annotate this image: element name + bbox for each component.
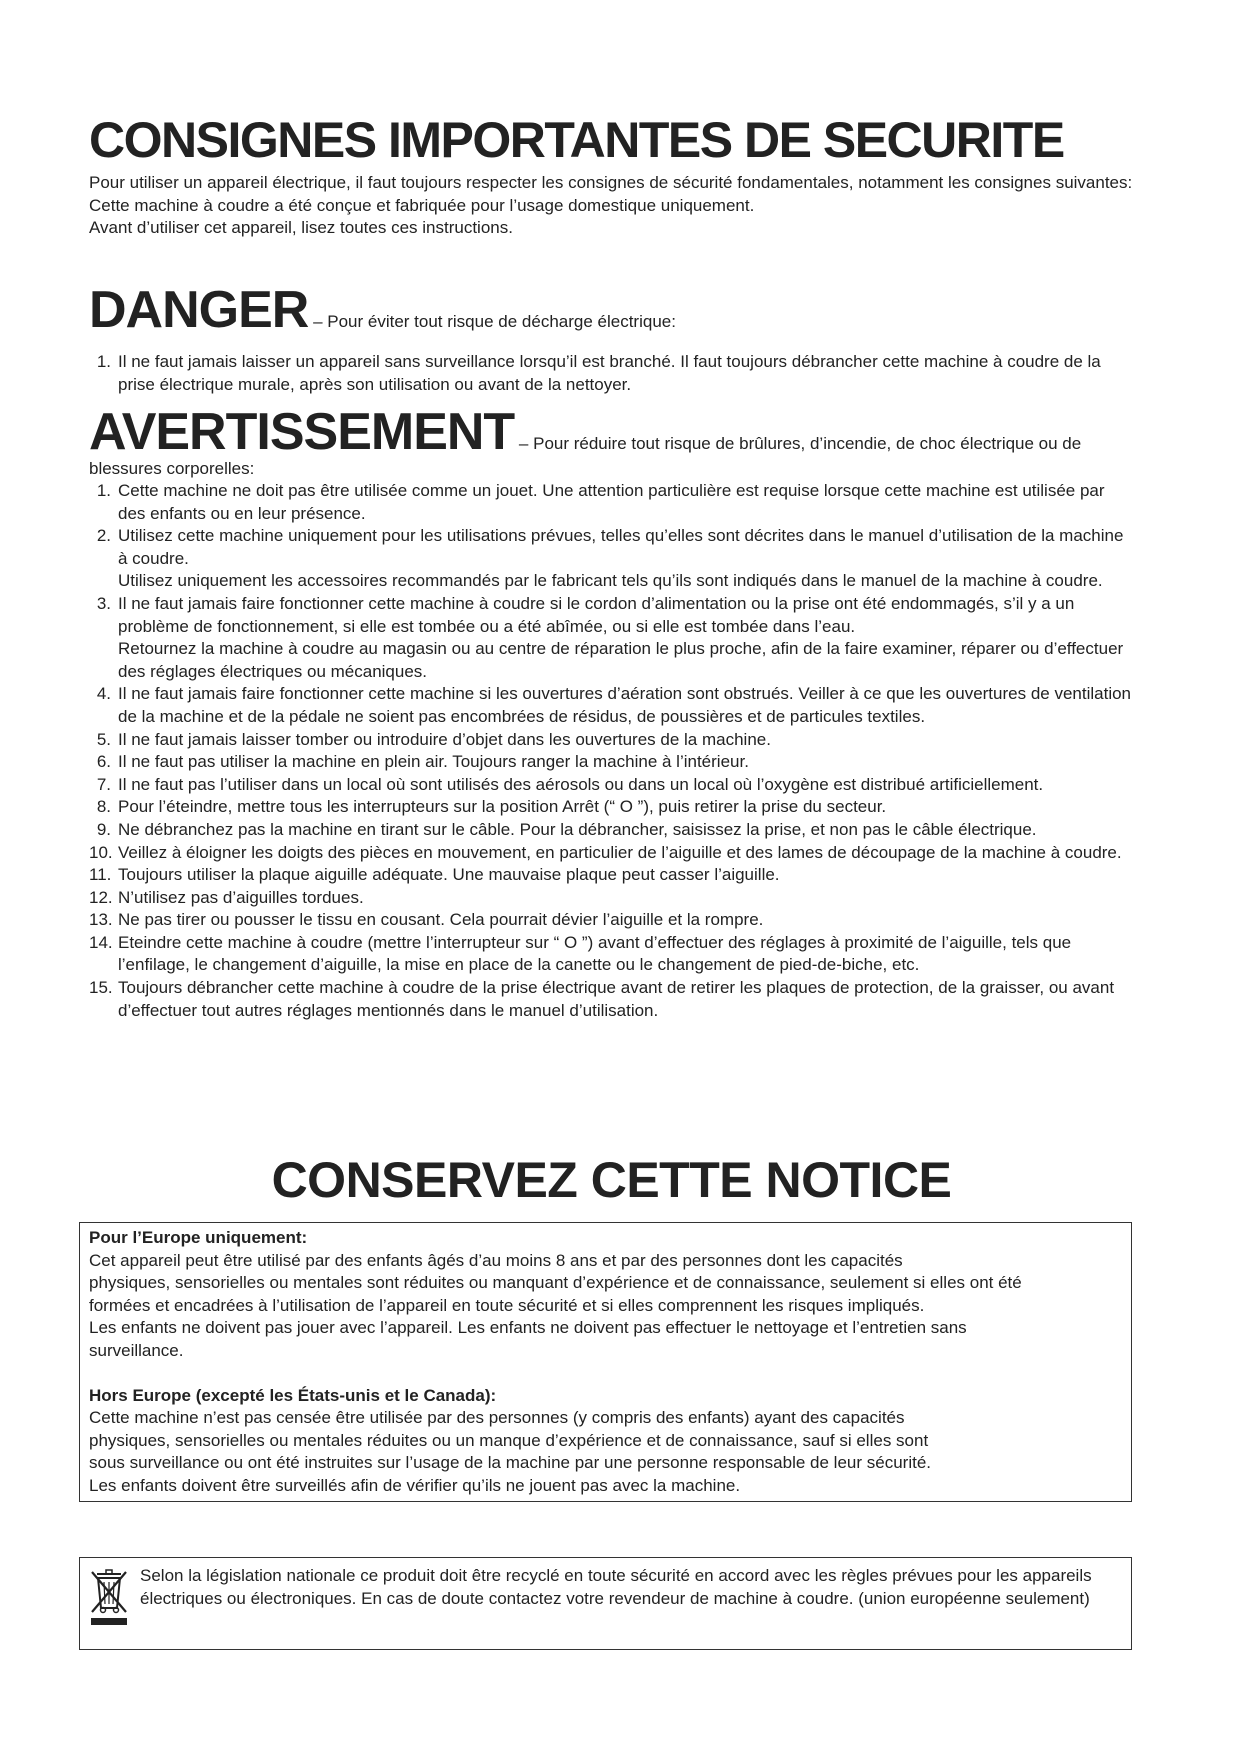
item-text: Il ne faut pas utiliser la machine en plein air. Toujours ranger la machine à l’intérieur. — [118, 752, 749, 772]
item-text: Utilisez cette machine uniquement pour les utilisations prévues, telles qu’elles sont décrites dans le manuel d’utilisation de la machine à coudre. — [118, 526, 1124, 568]
outside-europe-line: Cette machine n’est pas censée être utilisée par des personnes (y compris des enfants) ayant des capacités — [89, 1408, 905, 1427]
danger-list — [89, 351, 1134, 396]
item-text: Il ne faut jamais faire fonctionner cette machine à coudre si le cordon d’alimentation ou la prise ont été endommagés, s’il y a un problème de fonctionnement, si elle est tombée ou a été abîmée, ou si elle est tombée dans l’eau. — [118, 593, 1075, 636]
list-item — [89, 729, 1134, 752]
recycling-text: Selon la législation nationale ce produit doit être recyclé en toute sécurité en accord avec les règles prévues pour les appareils électriques ou électroniques. En cas de doute contactez votre revendeur de machine à coudre. (union européenne seulement) — [140, 1566, 1092, 1608]
item-number: 1. — [96, 481, 111, 500]
item-number: 12. — [89, 887, 113, 907]
list-item — [89, 525, 1134, 593]
item-number: 7. — [96, 774, 111, 794]
europe-line: formées et encadrées à l’utilisation de l’appareil en toute sécurité et si elles comprennent les risques impliqués. — [89, 1295, 925, 1315]
item-text: Pour l’éteindre, mettre tous les interrupteurs sur la position Arrêt (“ O ”), puis retirer la prise du secteur. — [118, 797, 887, 817]
list-item — [89, 751, 1134, 774]
crossed-bin-icon — [89, 1568, 129, 1626]
intro-line: Pour utiliser un appareil électrique, il faut toujours respecter les consignes de sécurité fondamentales, notamment les consignes suivantes: — [89, 173, 1133, 192]
list-item — [89, 977, 1134, 1022]
item-number: 8. — [96, 797, 111, 817]
danger-subtitle: – Pour éviter tout risque de décharge électrique: — [308, 312, 676, 331]
item-number: 1. — [96, 352, 111, 371]
europe-line: Les enfants ne doivent pas jouer avec l’appareil. Les enfants ne doivent pas effectuer le nettoyage et l’entretien sans — [89, 1318, 967, 1337]
list-item — [89, 909, 1134, 932]
item-text: Eteindre cette machine à coudre (mettre l’interrupteur sur “ O ”) avant d’effectuer des réglages à proximité de l’aiguille, tels que l’enfilage, le changement d’aiguille, la mise en place de la canette ou le changement de pied-de-biche, etc. — [118, 932, 1072, 975]
item-text: N’utilisez pas d’aiguilles tordues. — [118, 887, 364, 907]
list-item — [89, 796, 1134, 819]
item-number: 9. — [96, 819, 111, 839]
list-item — [89, 864, 1134, 887]
warning-header — [89, 403, 1149, 481]
list-item — [89, 683, 1134, 728]
outside-europe-heading: Hors Europe (excepté les États-unis et le Canada): — [89, 1385, 497, 1405]
item-text: Ne débranchez pas la machine en tirant sur le câble. Pour la débrancher, saisissez la prise, et non pas le câble électrique. — [118, 819, 1037, 839]
keep-notice-heading: CONSERVEZ CETTE NOTICE — [271, 1152, 952, 1208]
item-number: 10. — [89, 842, 113, 862]
europe-line: physiques, sensorielles ou mentales sont réduites ou manquant d’expérience et de connaissance, seulement si elles ont été — [89, 1273, 1022, 1292]
item-text: Cette machine ne doit pas être utilisée comme un jouet. Une attention particulière est requise lorsque cette machine est utilisée par des enfants ou en leur présence. — [118, 481, 1105, 523]
list-item — [89, 819, 1134, 842]
europe-line: surveillance. — [89, 1340, 184, 1360]
danger-heading: DANGER — [89, 281, 309, 339]
item-text: Il ne faut pas l’utiliser dans un local où sont utilisés des aérosols ou dans un local où l’oxygène est distribué artificiellement. — [118, 774, 1044, 794]
warning-list — [89, 480, 1134, 1022]
list-item — [89, 842, 1134, 865]
item-text: Il ne faut jamais laisser tomber ou introduire d’objet dans les ouvertures de la machine. — [118, 729, 771, 749]
item-number: 15. — [89, 978, 113, 998]
item-text: Il ne faut jamais laisser un appareil sans surveillance lorsqu’il est branché. Il faut toujours débrancher cette machine à coudre de la prise électrique murale, après son utilisation ou avant de la nettoyer. — [118, 352, 1101, 394]
item-text-continued: Utilisez uniquement les accessoires recommandés par le fabricant tels qu’ils sont indiqués dans le manuel de la machine à coudre. — [118, 571, 1103, 591]
item-number: 3. — [96, 593, 111, 613]
item-number: 13. — [89, 910, 113, 930]
item-text: Il ne faut jamais faire fonctionner cette machine si les ouvertures d’aération sont obstrués. Veiller à ce que les ouvertures de ventilation de la machine et de la pédale ne soient pas encombrées de résidus, de poussières et de particules textiles. — [118, 684, 1132, 726]
list-item — [89, 593, 1134, 683]
list-item — [89, 932, 1134, 977]
item-text: Ne pas tirer ou pousser le tissu en cousant. Cela pourrait dévier l’aiguille et la rompre. — [118, 910, 764, 930]
item-number: 14. — [89, 932, 113, 952]
page-title: CONSIGNES IMPORTANTES DE SECURITE — [89, 112, 1064, 168]
item-number: 6. — [96, 752, 111, 772]
danger-header — [89, 281, 1149, 339]
item-text: Toujours débrancher cette machine à coudre de la prise électrique avant de retirer les plaques de protection, de la graisser, ou avant d’effectuer tout autres réglages mentionnés dans le manuel d’utilisation. — [118, 978, 1115, 1020]
recycling-box — [79, 1557, 1132, 1650]
intro-line: Avant d’utiliser cet appareil, lisez toutes ces instructions. — [89, 218, 513, 237]
warning-subtitle: – Pour réduire tout risque de brûlures, d’incendie, de choc électrique ou de blessures corporelles: — [89, 434, 1082, 478]
item-text: Toujours utiliser la plaque aiguille adéquate. Une mauvaise plaque peut casser l’aiguille. — [118, 865, 780, 885]
list-item — [89, 480, 1134, 525]
outside-europe-line: sous surveillance ou ont été instruites sur l’usage de la machine par une personne responsable de leur sécurité. — [89, 1453, 931, 1472]
item-number: 4. — [96, 684, 111, 704]
list-item — [89, 774, 1134, 797]
outside-europe-line: Les enfants doivent être surveillés afin de vérifier qu’ils ne jouent pas avec la machine. — [89, 1475, 741, 1495]
item-text: Veillez à éloigner les doigts des pièces en mouvement, en particulier de l’aiguille et des lames de découpage de la machine à coudre. — [118, 842, 1122, 862]
list-item — [89, 887, 1134, 910]
usage-restrictions-box — [79, 1222, 1132, 1502]
intro-text — [89, 172, 1134, 240]
item-number: 2. — [96, 526, 111, 546]
item-text-continued: Retournez la machine à coudre au magasin ou au centre de réparation le plus proche, afin de la faire examiner, réparer ou d’effectuer des réglages électriques ou mécaniques. — [118, 639, 1124, 681]
list-item — [89, 351, 1134, 396]
warning-heading: AVERTISSEMENT — [89, 403, 515, 461]
europe-heading: Pour l’Europe uniquement: — [89, 1228, 308, 1247]
item-number: 5. — [96, 729, 111, 749]
europe-line: Cet appareil peut être utilisé par des enfants âgés d’au moins 8 ans et par des personnes dont les capacités — [89, 1250, 903, 1270]
intro-line: Cette machine à coudre a été conçue et fabriquée pour l’usage domestique uniquement. — [89, 195, 755, 215]
item-number: 11. — [89, 865, 112, 885]
outside-europe-line: physiques, sensorielles ou mentales réduites ou un manque d’expérience et de connaissance, sauf si elles sont — [89, 1430, 929, 1450]
